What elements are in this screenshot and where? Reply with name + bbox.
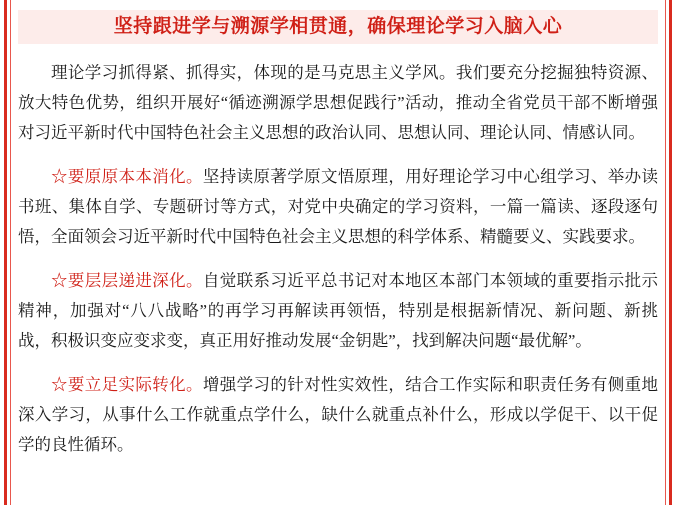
paragraph-3 bbox=[18, 266, 658, 356]
title-banner bbox=[18, 6, 658, 48]
paragraph-3-text: 自觉联系习近平总书记对本地区本部门本领域的重要指示批示精神，加强对“八八战略”的再学习再解读再领悟，特别是根据新情况、新问题、新挑战，积极识变应变求变，真正用好推动发展“金钥匙”，找到解决问题“最优解”。 bbox=[18, 271, 659, 350]
paragraph-2 bbox=[18, 162, 658, 252]
paragraph-1-text: 理论学习抓得紧、抓得实，体现的是马克思主义学风。我们要充分挖掘独特资源、放大特色优势，组织开展好“循迹溯源学思想促践行”活动，推动全省党员干部不断增强对习近平新时代中国特色社会主义思想的政治认同、思想认同、理论认同、情感认同。 bbox=[18, 63, 658, 142]
document-content bbox=[18, 0, 658, 505]
paragraph-2-marker: ☆要原原本本消化。 bbox=[51, 167, 203, 186]
paragraph-2-text: 坚持读原著学原文悟原理，用好理论学习中心组学习、举办读书班、集体自学、专题研讨等方式，对党中央确定的学习资料，一篇一篇读、逐段逐句悟，全面领会习近平新时代中国特色社会主义思想的科学体系、精髓要义、实践要求。 bbox=[18, 167, 659, 246]
page-title: 坚持跟进学与溯源学相贯通，确保理论学习入脑入心 bbox=[113, 16, 563, 37]
right-border-rule bbox=[669, 0, 672, 505]
left-border-rule bbox=[4, 0, 7, 505]
paragraph-4-marker: ☆要立足实际转化。 bbox=[51, 375, 203, 394]
right-border-rule-thin bbox=[665, 0, 666, 505]
body-text bbox=[18, 58, 658, 460]
paragraph-4-text: 增强学习的针对性实效性，结合工作实际和职责任务有侧重地深入学习，从事什么工作就重点学什么，缺什么就重点补什么，形成以学促干、以干促学的良性循环。 bbox=[18, 375, 659, 454]
paragraph-4 bbox=[18, 370, 658, 460]
left-border-rule-thin bbox=[10, 0, 11, 505]
paragraph-3-marker: ☆要层层递进深化。 bbox=[51, 271, 203, 290]
paragraph-1 bbox=[18, 58, 658, 148]
